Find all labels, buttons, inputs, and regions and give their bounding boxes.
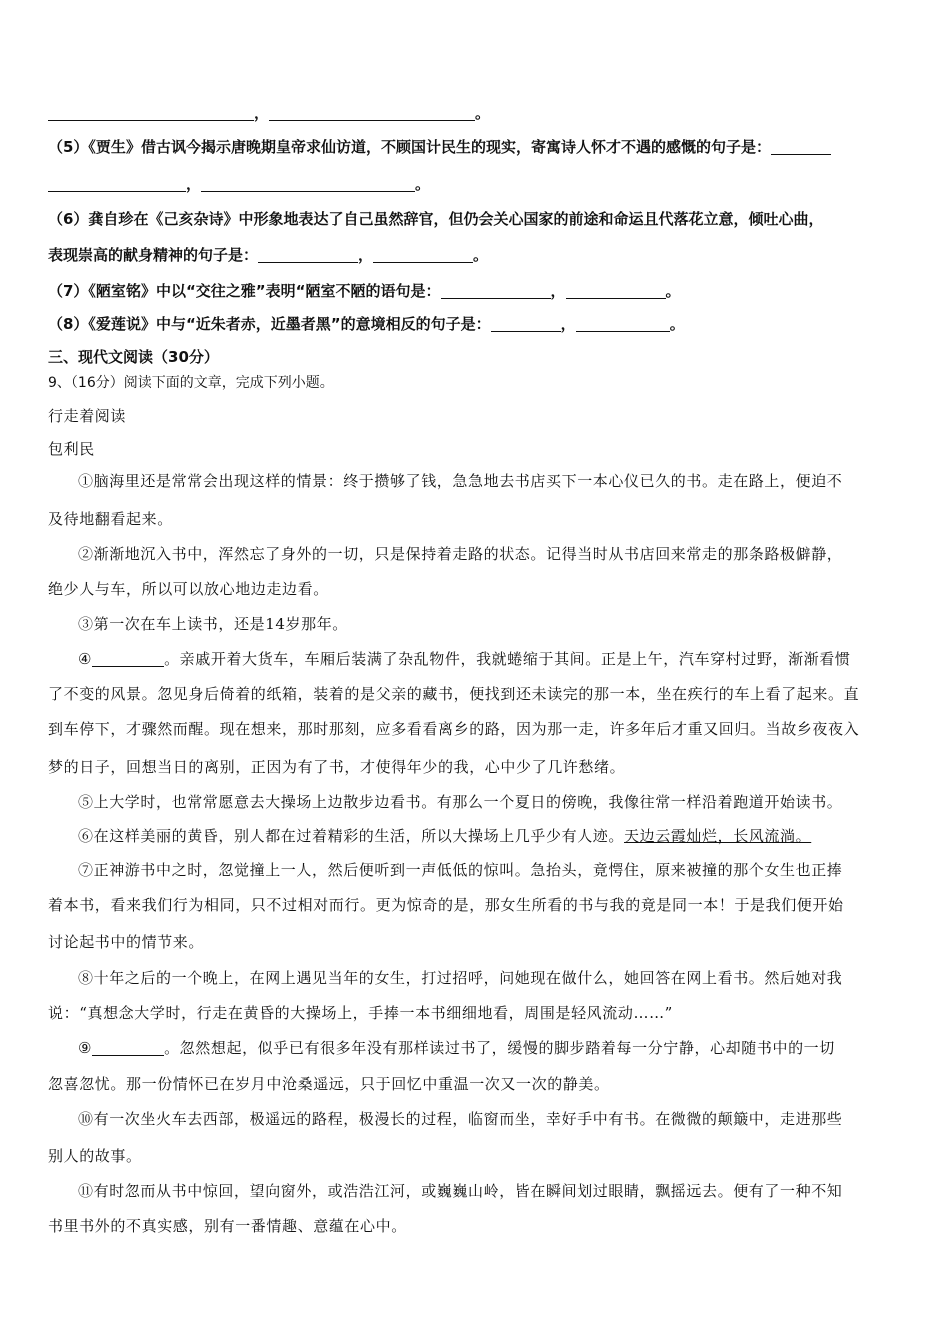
question-5: （5）《贾生》借古讽今揭示唐晚期皇帝求仙访道，不顾国计民生的现实，寄寓诗人怀才不遇的感慨的句子是： [48, 136, 908, 158]
answer-blank[interactable] [441, 282, 551, 299]
paragraph-line: 忽喜忽忧。那一份情怀已在岁月中沧桑遥远，只于回忆中重温一次又一次的静美。 [48, 1075, 610, 1093]
paragraph-line: 着本书，看来我们行为相同，只不过相对而行。更为惊奇的是，那女生所看的书与我的竟是同一本！于是我们便开始 [48, 896, 844, 914]
answer-blank[interactable] [48, 104, 254, 121]
answer-blank[interactable] [771, 138, 831, 155]
poetry-blank-line: ， 。 [48, 102, 908, 124]
paragraph-line: ①脑海里还是常常会出现这样的情景：终于攒够了钱，急急地去书店买下一本心仪已久的书。走在路上，便迫不 [78, 472, 843, 490]
answer-blank[interactable] [566, 282, 666, 299]
question-8: （8）《爱莲说》中与“近朱者赤，近墨者黑”的意境相反的句子是： ， 。 [48, 315, 685, 333]
answer-blank[interactable] [258, 246, 358, 263]
paragraph-line: ⑦正神游书中之时，忽觉撞上一人，然后便听到一声低低的惊叫。急抬头，竟愕住，原来被撞的那个女生也正捧 [78, 861, 843, 879]
paragraph-line: 了不变的风景。忽见身后倚着的纸箱，装着的是父亲的藏书，便找到还未读完的那一本，坐在疾行的车上看了起来。直 [48, 685, 860, 703]
answer-blank[interactable] [48, 175, 186, 192]
paragraph-line: ⑪有时忽而从书中惊回，望向窗外，或浩浩江河，或巍巍山岭，皆在瞬间划过眼睛，飘摇远去。便有了一种不知 [78, 1182, 843, 1200]
paragraph-line: ⑤上大学时，也常常愿意去大操场上边散步边看书。有那么一个夏日的傍晚，我像往常一样沿着跑道开始读书。 [78, 793, 843, 811]
paragraph-line: ⑩有一次坐火车去西部，极遥远的路程，极漫长的过程，临窗而坐，幸好手中有书。在微微的颠簸中，走进那些 [78, 1110, 843, 1128]
underlined-sentence: 天边云霞灿烂，长风流淌。 [624, 827, 812, 845]
answer-blank[interactable] [201, 175, 415, 192]
question-6-continued: 表现崇高的献身精神的句子是： ， 。 [48, 246, 489, 264]
section-heading: 三、现代文阅读（30分） [48, 348, 219, 366]
article-title: 行走着阅读 [48, 407, 127, 425]
question-6: （6）龚自珍在《己亥杂诗》中形象地表达了自己虽然辞官，但仍会关心国家的前途和命运且代落花立意，倾吐心曲， [48, 210, 824, 228]
paragraph-line: 别人的故事。 [48, 1147, 142, 1165]
paragraph-6-line: ⑥在这样美丽的黄昏，别人都在过着精彩的生活，所以大操场上几乎少有人迹。天边云霞灿烂，长风流淌。 [78, 827, 812, 845]
paragraph-line: 到车停下，才骤然而醒。现在想来，那时那刻，应多看看离乡的路，因为那一走，许多年后才重又回归。当故乡夜夜入 [48, 720, 860, 738]
answer-blank[interactable] [269, 104, 475, 121]
paragraph-line: 绝少人与车，所以可以放心地边走边看。 [48, 580, 329, 598]
paragraph-9-line: ⑨ 。忽然想起，似乎已有很多年没有那样读过书了，缓慢的脚步踏着每一分宁静，心却随书中的一切 [78, 1039, 835, 1057]
answer-blank[interactable] [373, 246, 473, 263]
paragraph-line: 讨论起书中的情节来。 [48, 933, 205, 951]
paragraph-line: 及待地翻看起来。 [48, 510, 173, 528]
paragraph-line: 梦的日子，回想当日的离别，正因为有了书，才使得年少的我，心中少了几许愁绪。 [48, 758, 626, 776]
paragraph-line: ②渐渐地沉入书中，浑然忘了身外的一切，只是保持着走路的状态。记得当时从书店回来常走的那条路极僻静， [78, 545, 843, 563]
question-7: （7）《陋室铭》中以“交往之雅”表明“陋室不陋的语句是： ， 。 [48, 282, 681, 300]
paragraph-line: 说：“真想念大学时，行走在黄昏的大操场上，手捧一本书细细地看，周围是轻风流动……” [48, 1004, 673, 1022]
answer-blank[interactable] [92, 650, 164, 667]
answer-blank[interactable] [92, 1039, 164, 1056]
paragraph-line: ③第一次在车上读书，还是14岁那年。 [78, 615, 348, 633]
answer-blank[interactable] [491, 315, 561, 332]
paragraph-4-line: ④ 。亲戚开着大货车，车厢后装满了杂乱物件，我就蜷缩于其间。正是上午，汽车穿村过野，渐渐看惯 [78, 650, 851, 668]
question-9: 9、（16分）阅读下面的文章，完成下列小题。 [48, 375, 334, 391]
paragraph-line: ⑧十年之后的一个晚上，在网上遇见当年的女生，打过招呼，问她现在做什么，她回答在网上看书。然后她对我 [78, 969, 843, 987]
paragraph-line: 书里书外的不真实感，别有一番情趣、意蕴在心中。 [48, 1217, 407, 1235]
article-author: 包利民 [48, 440, 95, 458]
question-5-continued: ， 。 [48, 173, 908, 195]
answer-blank[interactable] [576, 315, 670, 332]
